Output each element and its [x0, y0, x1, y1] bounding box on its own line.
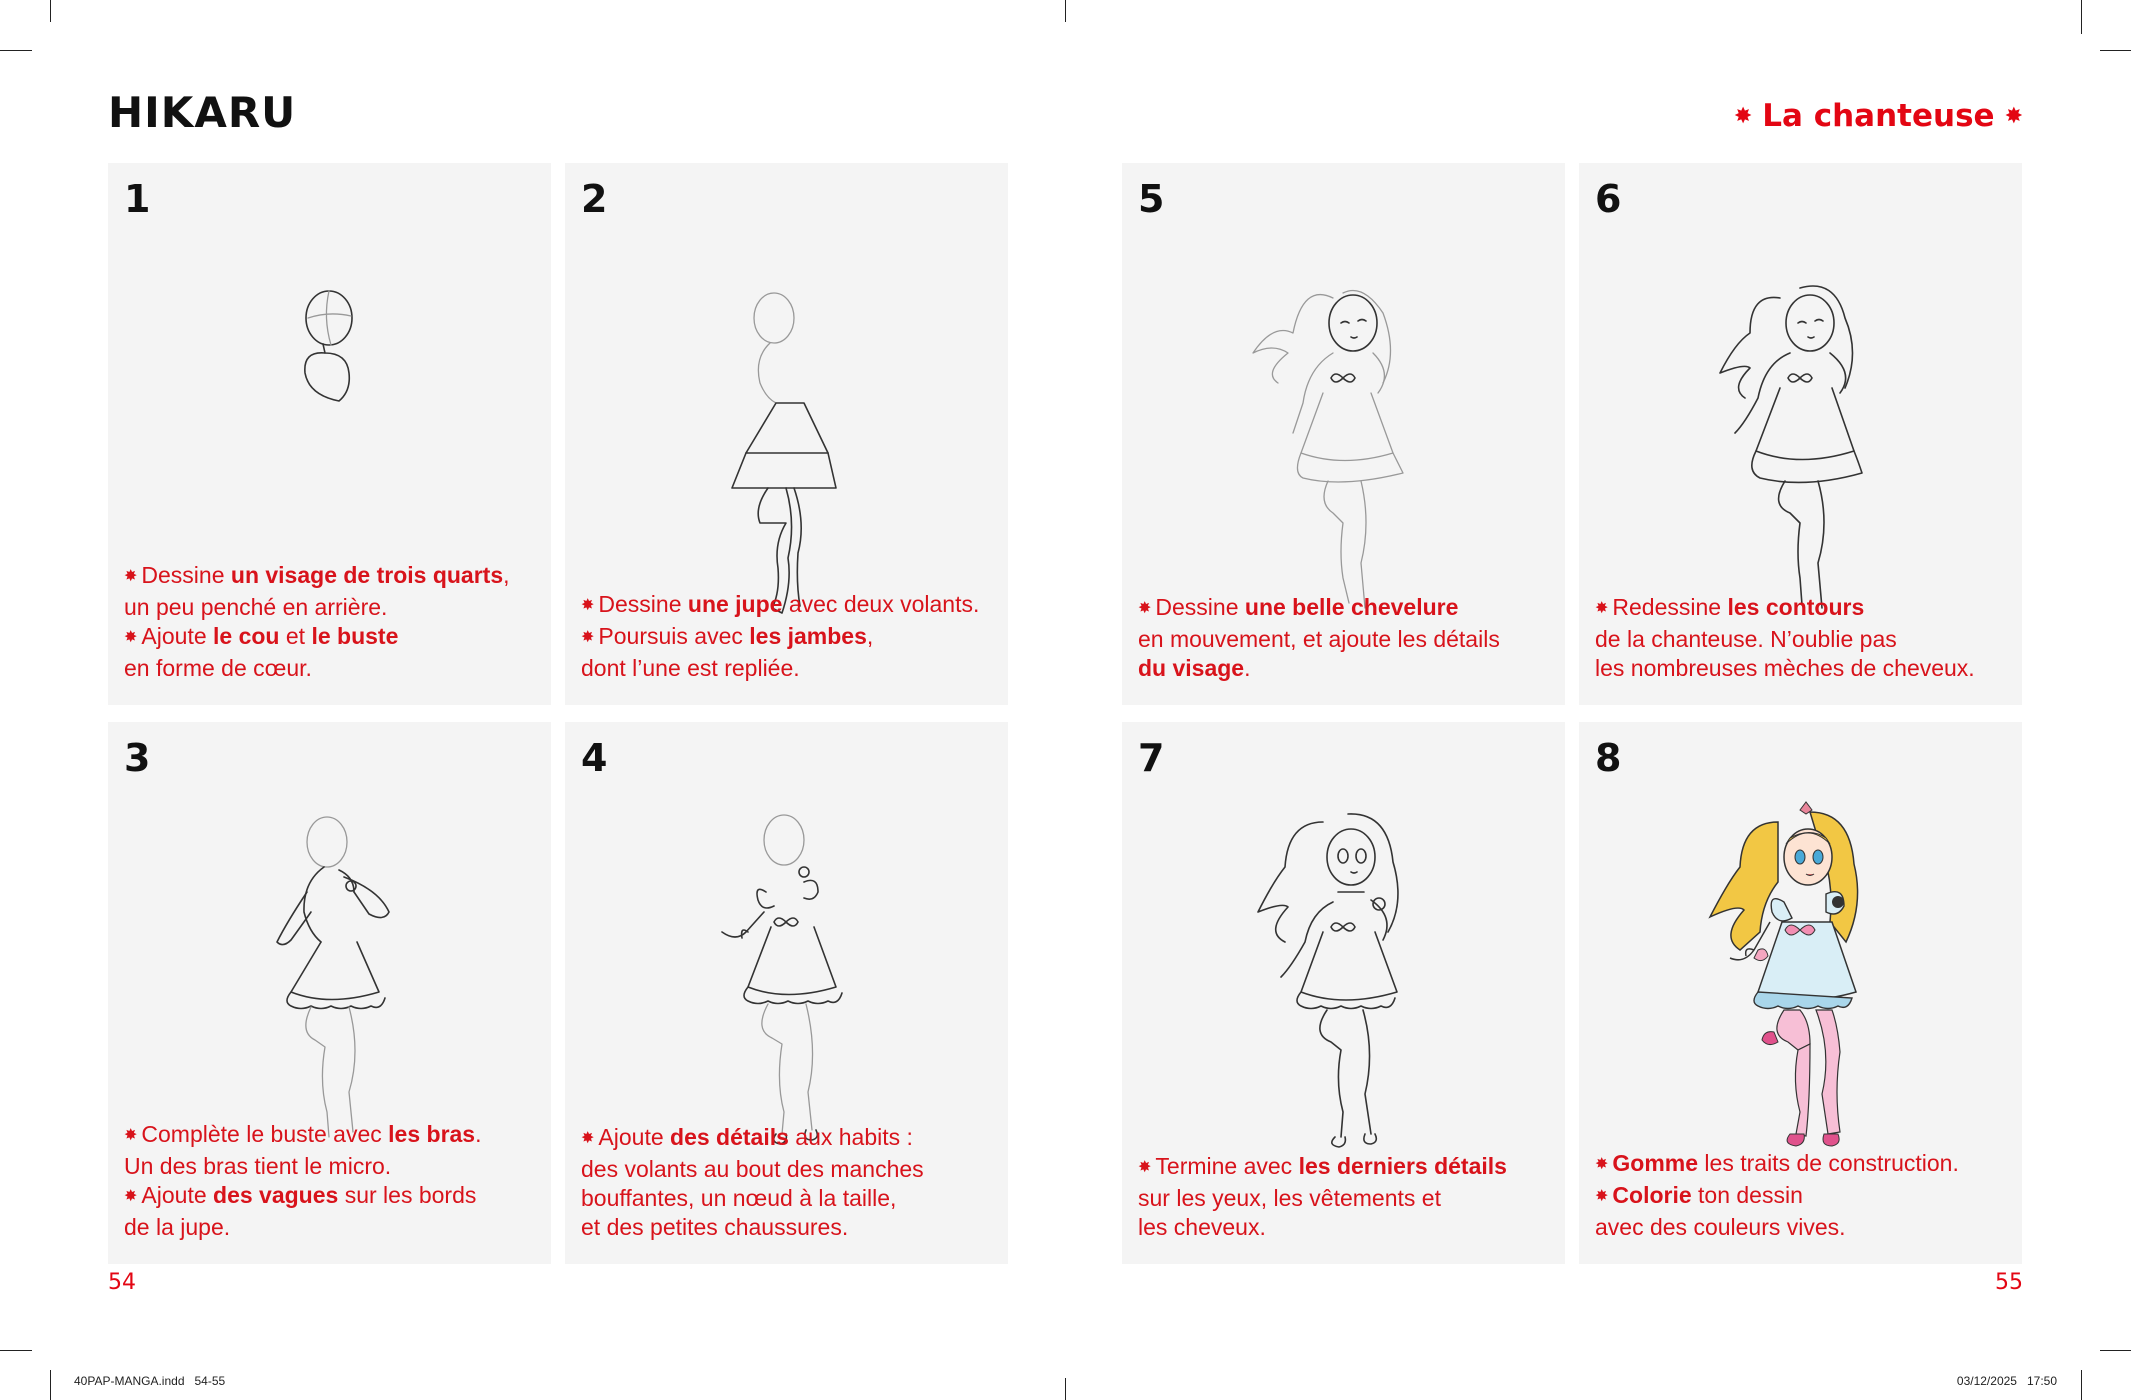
instruction-text: Dessine	[1155, 594, 1245, 620]
crop-mark	[1065, 1378, 1066, 1400]
instruction-text: et des petites chaussures.	[581, 1214, 849, 1240]
instruction-line	[1138, 593, 1553, 625]
emphasis-text: une belle chevelure	[1244, 594, 1459, 620]
crop-mark	[2100, 1350, 2131, 1351]
instruction-text: Ajoute	[141, 623, 214, 649]
step-panel-5	[1122, 163, 1565, 705]
instruction-text: Poursuis avec	[598, 623, 750, 649]
instruction-text: Un des bras tient le micro.	[124, 1153, 392, 1179]
instruction-line	[1595, 1181, 2010, 1213]
step-instructions	[1595, 1149, 2010, 1242]
emphasis-text: les jambes	[749, 623, 867, 649]
instruction-text: .	[475, 1121, 482, 1147]
instruction-text: Complète le buste avec	[141, 1121, 389, 1147]
step-instructions	[581, 590, 996, 683]
emphasis-text: une jupe	[687, 591, 783, 617]
asterisk-bullet-icon: ✸	[1595, 1156, 1609, 1173]
instruction-text: de la chanteuse. N’oublie pas	[1595, 626, 1897, 652]
instruction-line	[124, 593, 539, 622]
instruction-text: avec des couleurs vives.	[1595, 1214, 1846, 1240]
instruction-line	[1595, 654, 2010, 683]
step-number: 1	[124, 177, 151, 221]
step-6-drawing	[1650, 223, 1950, 643]
instruction-text: Ajoute	[598, 1124, 671, 1150]
page-title: HIKARU	[108, 88, 297, 137]
asterisk-bullet-icon: ✸	[124, 1188, 138, 1205]
instruction-text: ,	[503, 562, 510, 588]
step-panel-7	[1122, 722, 1565, 1264]
instruction-line	[1595, 1213, 2010, 1242]
asterisk-bullet-icon: ✸	[124, 1127, 138, 1144]
instruction-text: sur les bords	[338, 1182, 477, 1208]
step-8-drawing	[1650, 782, 1950, 1202]
step-panel-1	[108, 163, 551, 705]
emphasis-text: du visage	[1138, 655, 1245, 681]
step-5-drawing	[1193, 223, 1493, 643]
instruction-text: les nombreuses mèches de cheveux.	[1595, 655, 1975, 681]
step-panel-8	[1579, 722, 2022, 1264]
instruction-text: et	[279, 623, 312, 649]
step-number: 5	[1138, 177, 1165, 221]
instruction-line	[1595, 1149, 2010, 1181]
emphasis-text: Colorie	[1612, 1182, 1692, 1208]
crop-mark	[2081, 1370, 2082, 1400]
step-7-drawing	[1193, 782, 1493, 1202]
emphasis-text: le cou	[213, 623, 280, 649]
step-panel-6	[1579, 163, 2022, 705]
instruction-line	[1138, 654, 1553, 683]
instruction-text: Dessine	[598, 591, 688, 617]
emphasis-text: les derniers détails	[1298, 1153, 1507, 1179]
instruction-line	[581, 654, 996, 683]
asterisk-bullet-icon: ✸	[124, 629, 138, 646]
step-number: 2	[581, 177, 608, 221]
step-instructions	[1595, 593, 2010, 683]
emphasis-text: les bras	[388, 1121, 476, 1147]
crop-mark	[2081, 0, 2082, 34]
step-instructions	[1138, 593, 1553, 683]
date-slug: 03/12/2025 17:50	[1956, 1374, 2057, 1388]
instruction-line	[124, 1213, 539, 1242]
instruction-line	[1595, 593, 2010, 625]
instruction-line	[124, 561, 539, 593]
step-instructions	[1138, 1152, 1553, 1242]
instruction-text: sur les yeux, les vêtements et	[1138, 1185, 1441, 1211]
asterisk-bullet-icon: ✸	[581, 597, 595, 614]
instruction-line	[581, 1123, 996, 1155]
subtitle-text: La chanteuse	[1762, 98, 1995, 134]
instruction-line	[1138, 1213, 1553, 1242]
emphasis-text: les contours	[1727, 594, 1865, 620]
instruction-line	[124, 622, 539, 654]
crop-mark	[0, 50, 32, 51]
instruction-line	[1138, 625, 1553, 654]
instruction-text: aux habits :	[788, 1124, 913, 1150]
step-panel-2	[565, 163, 1008, 705]
instruction-text: Ajoute	[141, 1182, 214, 1208]
asterisk-bullet-icon: ✸	[1595, 600, 1609, 617]
step-2-drawing	[636, 223, 936, 643]
asterisk-bullet-icon: ✸	[1138, 600, 1152, 617]
instruction-text: les traits de construction.	[1698, 1150, 1959, 1176]
step-instructions	[124, 1120, 539, 1242]
instruction-line	[124, 1120, 539, 1152]
asterisk-bullet-icon: ✸	[1138, 1159, 1152, 1176]
instruction-text: avec deux volants.	[782, 591, 980, 617]
instruction-line	[124, 1181, 539, 1213]
instruction-text: les cheveux.	[1138, 1214, 1266, 1240]
instruction-line	[581, 1213, 996, 1242]
instruction-line	[581, 1155, 996, 1184]
asterisk-bullet-icon: ✸	[1595, 1188, 1609, 1205]
instruction-text: Termine avec	[1155, 1153, 1299, 1179]
step-instructions	[124, 561, 539, 683]
crop-mark	[1065, 0, 1066, 22]
asterisk-bullet-icon: ✸	[581, 1130, 595, 1147]
emphasis-text: le buste	[311, 623, 399, 649]
instruction-line	[1138, 1152, 1553, 1184]
step-number: 7	[1138, 736, 1165, 780]
emphasis-text: des détails	[670, 1124, 789, 1150]
asterisk-icon: ✸	[2004, 103, 2023, 129]
page-subtitle	[1734, 98, 2023, 134]
step-number: 3	[124, 736, 151, 780]
crop-mark	[50, 0, 51, 22]
instruction-line	[124, 654, 539, 683]
instruction-text: en forme de cœur.	[124, 655, 312, 681]
step-number: 8	[1595, 736, 1622, 780]
instruction-line	[581, 1184, 996, 1213]
step-panel-4	[565, 722, 1008, 1264]
step-panel-3	[108, 722, 551, 1264]
instruction-text: .	[1244, 655, 1251, 681]
instruction-text: de la jupe.	[124, 1214, 231, 1240]
crop-mark	[0, 1350, 32, 1351]
instruction-line	[1138, 1184, 1553, 1213]
crop-mark	[2100, 50, 2131, 51]
step-number: 6	[1595, 177, 1622, 221]
asterisk-icon: ✸	[1733, 103, 1753, 129]
page-number-left: 54	[108, 1270, 136, 1295]
instruction-text: ton dessin	[1691, 1182, 1803, 1208]
instruction-text: un peu penché en arrière.	[124, 594, 388, 620]
emphasis-text: des vagues	[213, 1182, 339, 1208]
instruction-line	[581, 622, 996, 654]
crop-mark	[50, 1370, 51, 1400]
instruction-line	[124, 1152, 539, 1181]
instruction-text: dont l’une est repliée.	[581, 655, 800, 681]
instruction-line	[1595, 625, 2010, 654]
asterisk-bullet-icon: ✸	[581, 629, 595, 646]
instruction-line	[581, 590, 996, 622]
step-number: 4	[581, 736, 608, 780]
step-instructions	[581, 1123, 996, 1242]
asterisk-bullet-icon: ✸	[124, 568, 138, 585]
emphasis-text: Gomme	[1612, 1150, 1699, 1176]
file-slug: 40PAP-MANGA.indd 54-55	[74, 1374, 226, 1388]
instruction-text: des volants au bout des manches	[581, 1156, 924, 1182]
instruction-text: ,	[866, 623, 874, 649]
instruction-text: Redessine	[1612, 594, 1728, 620]
instruction-text: bouffantes, un nœud à la taille,	[581, 1185, 897, 1211]
emphasis-text: un visage de trois quarts	[230, 562, 504, 588]
page-number-right: 55	[1995, 1270, 2023, 1295]
instruction-text: Dessine	[141, 562, 231, 588]
instruction-text: en mouvement, et ajoute les détails	[1138, 626, 1500, 652]
